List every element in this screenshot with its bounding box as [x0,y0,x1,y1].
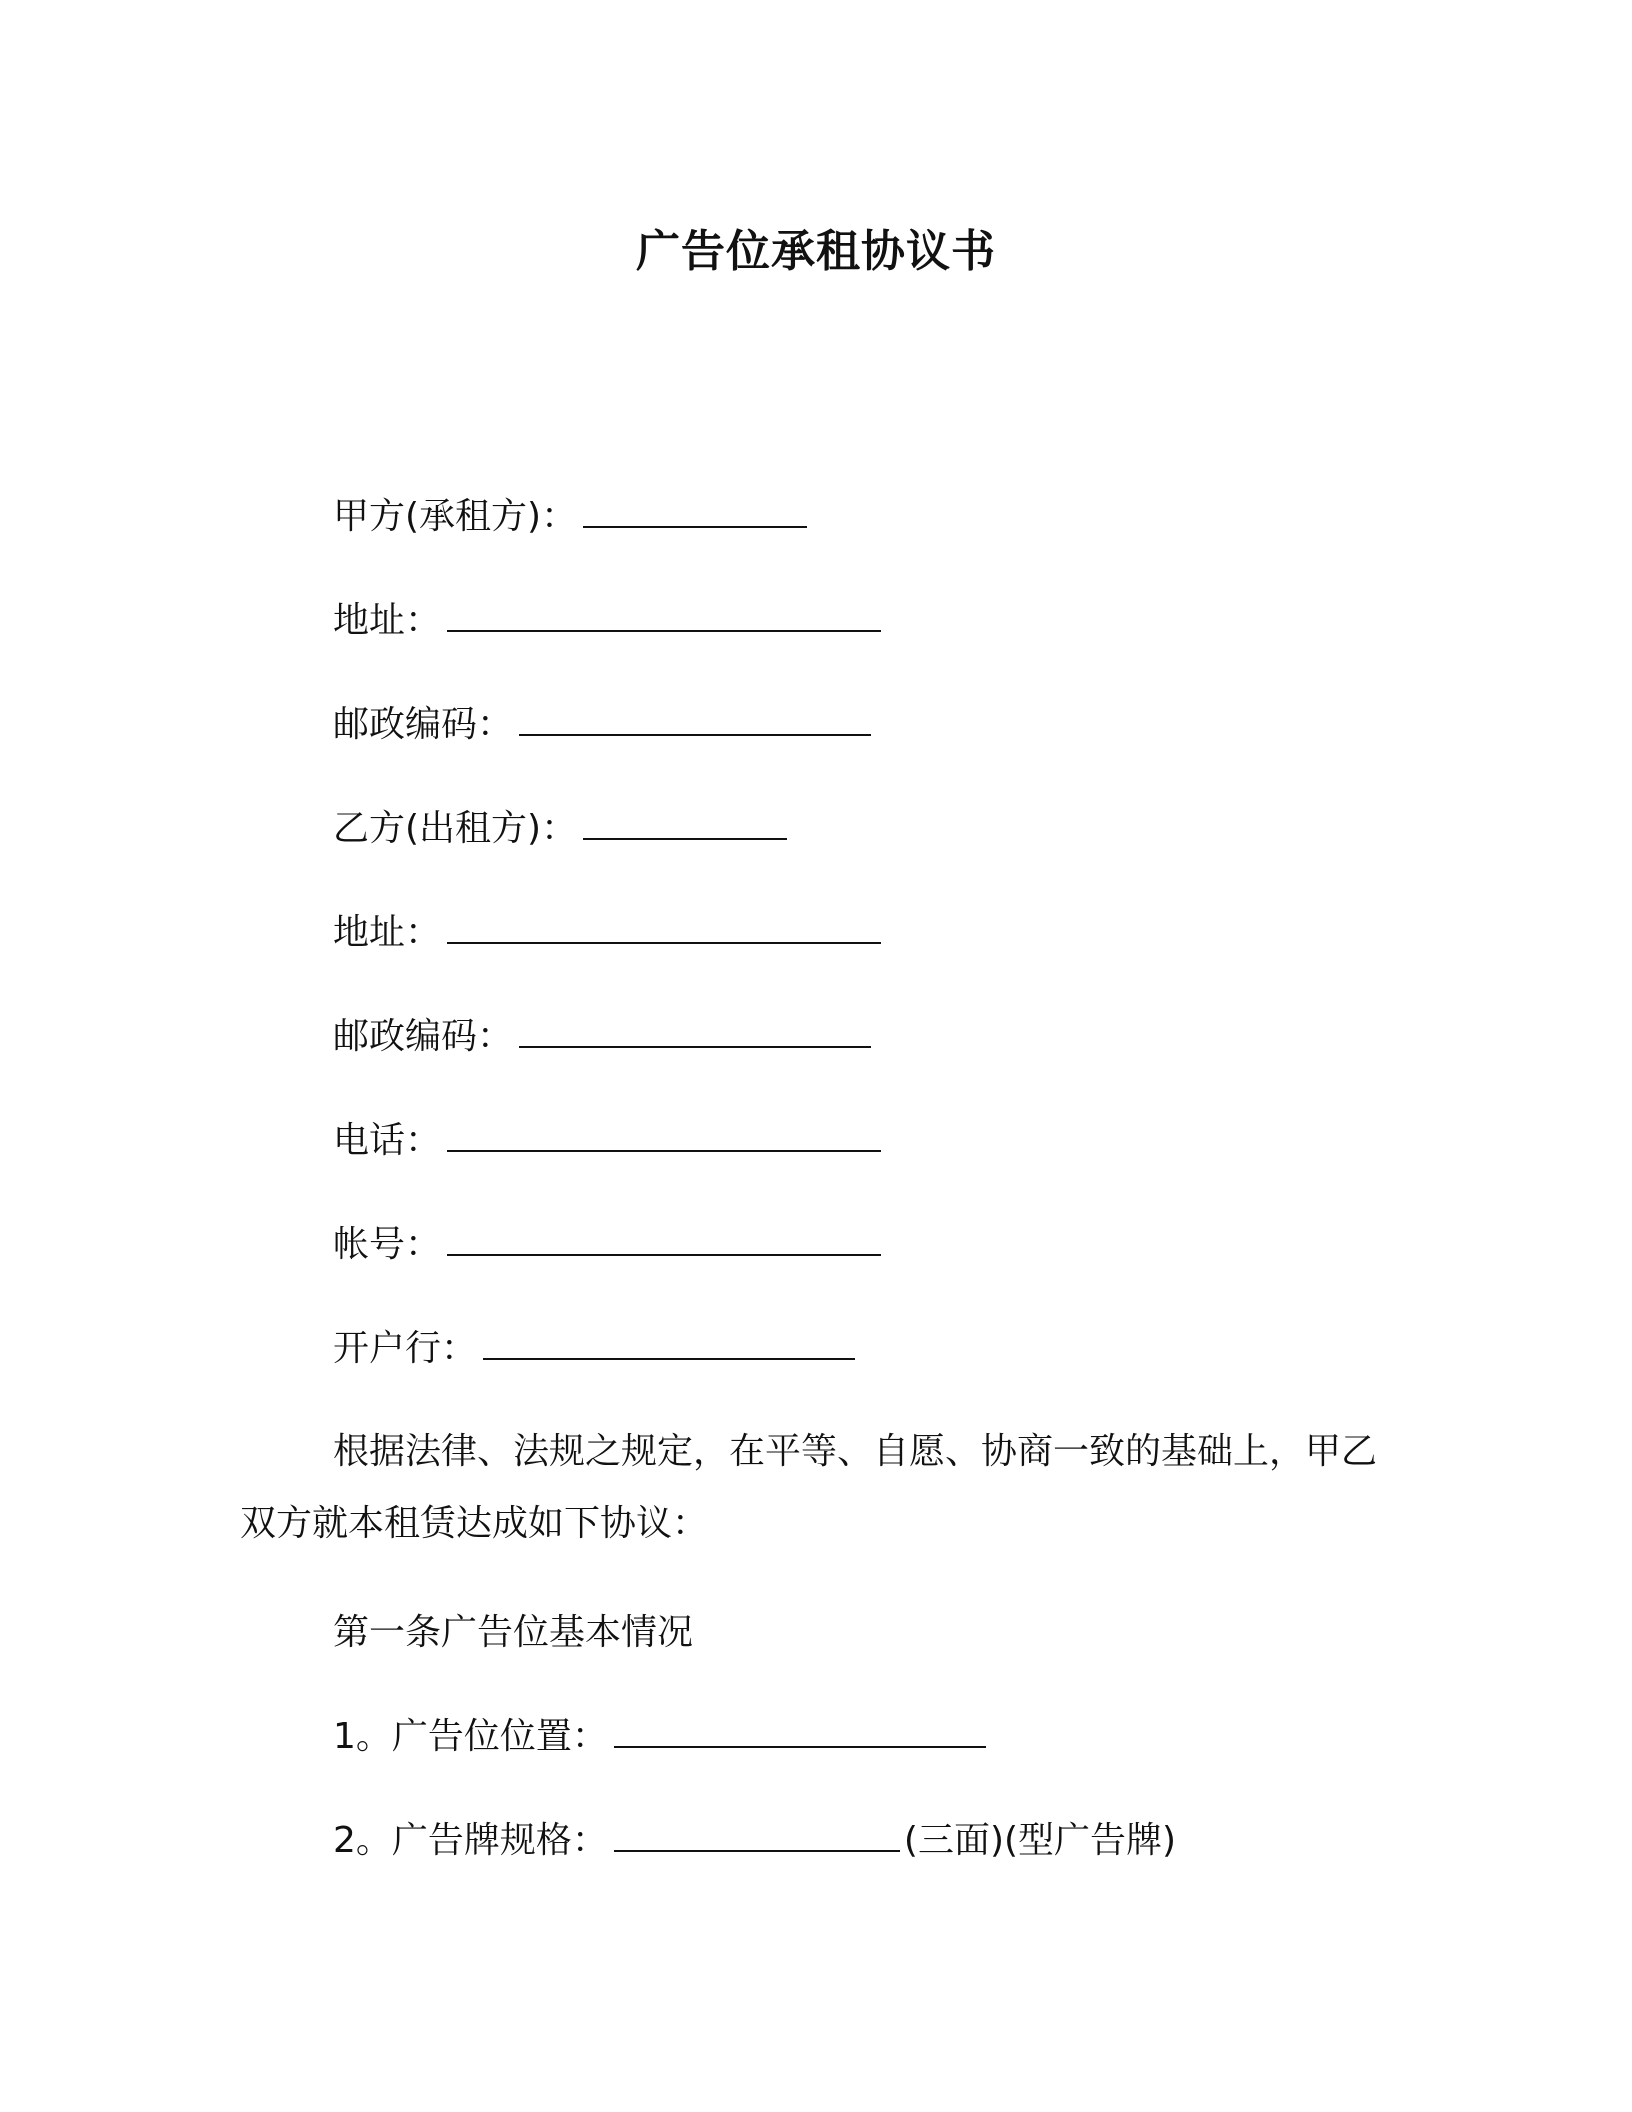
party-a-postcode-blank[interactable] [519,700,871,736]
ad-location-blank[interactable] [614,1712,986,1748]
article-1-item-1-label: 1。广告位位置： [333,1716,608,1757]
party-b-phone-blank[interactable] [447,1116,881,1152]
party-b-bank-blank[interactable] [483,1324,855,1360]
party-b-postcode-blank[interactable] [519,1012,871,1048]
preamble-paragraph [240,1416,1400,1560]
party-b-bank-label: 开户行： [333,1328,478,1369]
preamble-text: 根据法律、法规之规定，在平等、自愿、协商一致的基础上，甲乙双方就本租赁达成如下协议： [240,1431,1378,1544]
party-a-blank[interactable] [583,492,807,528]
article-1-heading: 第一条广告位基本情况 [333,1612,694,1653]
party-b-bank-line [333,1324,855,1374]
party-b-account-line [333,1220,881,1270]
party-a-address-line [333,596,881,646]
party-b-blank[interactable] [583,804,787,840]
party-a-address-label: 地址： [333,600,442,641]
party-b-address-blank[interactable] [447,908,881,944]
party-a-line [333,492,807,542]
party-a-postcode-line [333,700,871,750]
article-1-item-1-line [333,1712,986,1762]
party-b-phone-line [333,1116,881,1166]
party-b-address-label: 地址： [333,912,442,953]
party-a-address-blank[interactable] [447,596,881,632]
party-b-label: 乙方(出租方)： [333,808,578,849]
party-b-account-blank[interactable] [447,1220,881,1256]
party-b-line [333,804,787,854]
party-b-postcode-line [333,1012,871,1062]
document-title: 广告位承租协议书 [636,226,996,277]
party-a-label: 甲方(承租方)： [333,496,578,537]
party-a-postcode-label: 邮政编码： [333,704,514,745]
party-b-address-line [333,908,881,958]
billboard-spec-blank[interactable] [614,1816,900,1852]
party-b-account-label: 帐号： [333,1224,442,1265]
party-b-postcode-label: 邮政编码： [333,1016,514,1057]
article-1-item-2-suffix: (三面)(型广告牌) [903,1820,1177,1861]
article-1-item-2-line [333,1816,1176,1866]
article-1-item-2-label: 2。广告牌规格： [333,1820,608,1861]
party-b-phone-label: 电话： [333,1120,442,1161]
